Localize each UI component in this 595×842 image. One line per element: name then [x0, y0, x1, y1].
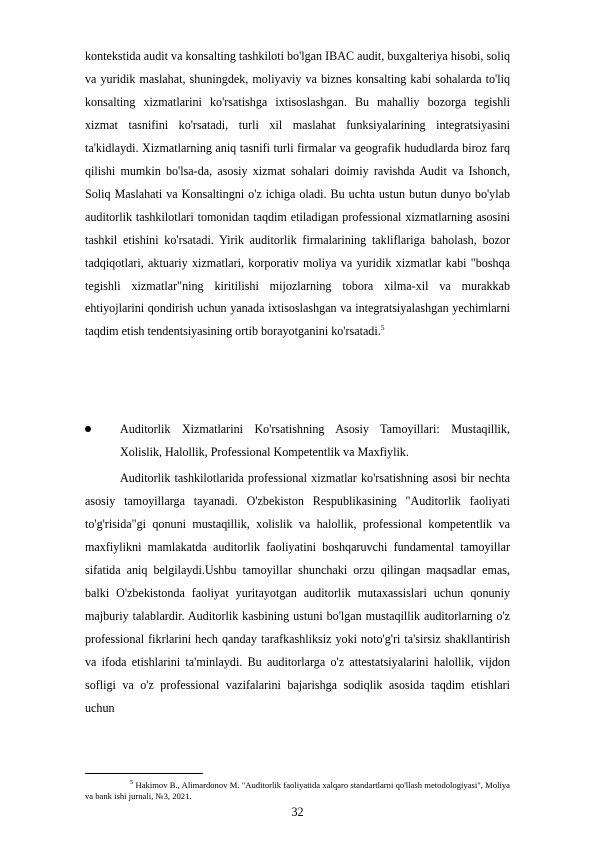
- page-number: 32: [291, 805, 304, 819]
- bullet-text: Auditorlik Xizmatlarini Ko'rsatishning Asosiy Tamoyillari: Mustaqillik, Xolislik, Halollik, Professional Kompetentlik va Maxfiylik.: [120, 422, 510, 459]
- paragraph-continuation: [85, 45, 510, 343]
- footnote-reference[interactable]: 5: [380, 323, 385, 333]
- footnote: [85, 777, 510, 803]
- footnote-text: Hakimov B., Alimardonov M. "Auditorlik faoliyatida xalqaro standartlarni qo'llash metodologiyasi", Moliya va bank ishi jurnali, №3, 2021.: [85, 779, 510, 802]
- footnote-separator: [85, 773, 203, 774]
- footnote-number: 5: [130, 779, 134, 786]
- bullet-icon: [85, 426, 91, 432]
- paragraph-principles: Auditorlik tashkilotlarida professional xizmatlar ko'rsatishning asosi bir nechta asosiy tamoyillarga tayanadi. O'zbekiston Respublikasining "Auditorlik faoliyati to'g'risida"gi qonuni mustaqillik, xolislik va halollik, professional kompetentlik va maxfiylikni mamlakatda auditorlik faoliyatini boshqaruvchi fundamental tamoyillar sifatida aniq belgilaydi.Ushbu tamoyillar shunchaki orzu qilingan maqsadlar emas, balki O'zbekistonda faoliyat yuritayotgan auditorlik mutaxassislari uchun qonuniy majburiy talablardir. Auditorlik kasbining ustuni bo'lgan mustaqillik auditorlarning o'z professional fikrlarini hech qanday tarafkashliksiz yoki noto'g'ri ta'sirsiz shakllantirish va ifoda etishlarini ta'minlaydi. Bu auditorlarga o'z attestatsiyalarini halollik, vijdon sofligi va o'z professional vazifalarini bajarishga sodiqlik asosida taqdim etishlari uchun: [85, 471, 510, 715]
- paragraph-1-text: kontekstida audit va konsalting tashkiloti bo'lgan IBAC audit, buxgalteriya hisobi, soliq va yuridik maslahat, shuningdek, moliyaviy va biznes konsalting kabi sohalarda to'liq konsalting xizmatlarini ko'rsatishga ixtisoslashgan. Bu mahalliy bozorga tegishli xizmat tasnifini ko'rsatadi, turli xil maslahat funksiyalarining integratsiyasini ta'kidlaydi. Xizmatlarning aniq tasnifi turli firmalar va geografik hududlarda biroz farq qilishi mumkin bo'lsa-da, asosiy xizmat sohalari doimiy ravishda Audit va Ishonch, Soliq Maslahati va Konsaltingni o'z ichiga oladi. Bu uchta ustun butun dunyo bo'ylab auditorlik tashkilotlari tomonidan taqdim etiladigan professional xizmatlarning asosini tashkil etishini ko'rsatadi. Yirik auditorlik firmalarining takliflariga baholash, bozor tadqiqotlari, aktuariy xizmatlari, korporativ moliya va yuridik xizmatlar kabi "boshqa tegishli xizmatlar"ning kiritilishi mijozlarning tobora xilma-xil va murakkab ehtiyojlarini qondirish uchun yanada ixtisoslashgan va integratsiyalashgan yechimlarni taqdim etish tendentsiyasining ortib borayotganini ko'rsatadi.: [85, 49, 510, 339]
